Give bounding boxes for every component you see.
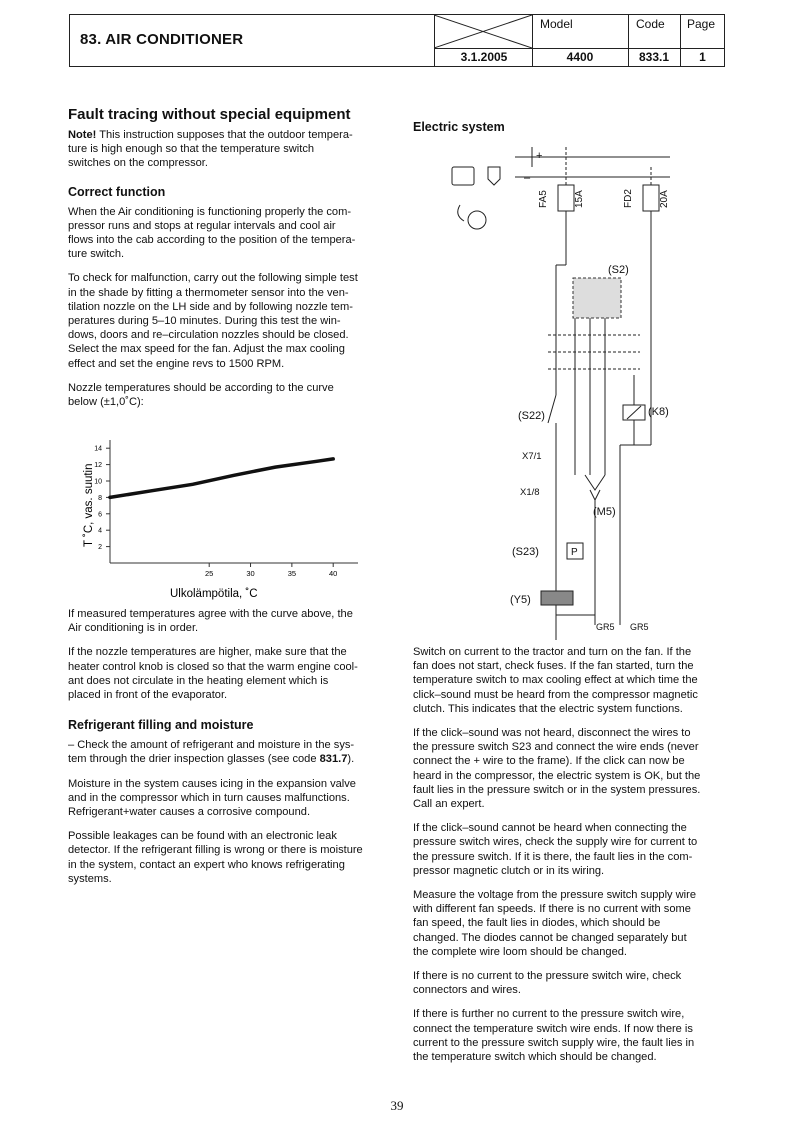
page-number: 39 [390, 1098, 404, 1113]
s2-label: (S2) [608, 264, 629, 276]
text-line: heater control knob is closed so that the warm engine cool- [68, 660, 358, 673]
further-paragraph [413, 1007, 733, 1064]
text-line: pressure switch wires, check the supply wire for current to [413, 836, 698, 849]
higher-paragraph [68, 645, 388, 702]
text-line: pressor magnetic clutch or in its wiring. [413, 864, 605, 877]
x18-label: X1/8 [520, 487, 540, 498]
text-line: ture is high enough so that the temperature switch [68, 143, 315, 156]
correct-function-heading: Correct function [68, 184, 166, 199]
clutch-y5 [541, 591, 573, 605]
text-line: Air conditioning is in order. [68, 622, 199, 635]
text-line: Switch on current to the tractor and turn on the fan. If the [413, 646, 692, 658]
text-line: fault lies in the pressure switch or in the system pressures. [413, 783, 701, 796]
text-line: Call an expert. [413, 798, 485, 811]
text-line: tilation nozzle on the LH side and by following nozzle tem- [68, 300, 353, 313]
text-line: detector. If the refrigerant filling is wrong or there is moisture [68, 844, 363, 857]
code-reference: 831.7 [319, 753, 348, 766]
y-tick-label: 6 [98, 511, 102, 519]
fuse-fd2 [643, 185, 659, 211]
fuse-fa5 [558, 185, 574, 211]
m5-label: (M5) [593, 506, 616, 518]
note-paragraph [68, 128, 388, 171]
text-line: If measured temperatures agree with the curve above, the [68, 608, 353, 620]
text-line: To check for malfunction, carry out the following simple test [68, 272, 358, 285]
fuse-fa5-rating: 15A [574, 190, 585, 208]
y-tick-label: 8 [98, 494, 102, 502]
series-line [110, 459, 333, 498]
date-value: 3.1.2005 [460, 50, 508, 64]
left-column-lower [68, 607, 388, 886]
note-label: Note! [68, 129, 97, 141]
refrigerant-paragraph [68, 738, 388, 766]
text-line: fan speed, the fault lies in diodes, which should be [413, 917, 661, 930]
text-line: pressor runs and stops at regular intervals and cool air [68, 219, 336, 232]
text-line: If the nozzle temperatures are higher, make sure that the [68, 646, 347, 659]
y-tick-label: 12 [94, 462, 102, 470]
k8-label: (K8) [648, 406, 669, 418]
code-label: Code [636, 17, 665, 31]
fuse-fd2-rating: 20A [659, 190, 670, 208]
text-line: click–sound must be heard from the compressor magnetic [413, 688, 698, 701]
relay-icon [452, 167, 474, 185]
text-line: – Check the amount of refrigerant and moisture in the sys- [68, 739, 355, 752]
minus-label: – [524, 172, 531, 184]
switch-on-paragraph [413, 645, 733, 716]
text-line: Refrigerant+water causes a corrosive compound. [68, 806, 311, 819]
text-line: placed in front of the evaporator. [68, 689, 228, 702]
text-line: dows, doors and re–circulation nozzles should be closed. [68, 329, 349, 342]
text-line: the complete wire loom should be changed. [413, 945, 627, 958]
text-line: the pressure switch S23 and connect the wire ends (never [413, 741, 699, 754]
text-line: connectors and wires. [413, 984, 521, 997]
text-line: connect the + wire to the frame). If the click can now be [413, 755, 685, 768]
text-line: If the click–sound cannot be heard when connecting the [413, 822, 687, 835]
fuse-fd2-label: FD2 [623, 189, 634, 208]
no-current-paragraph [413, 969, 733, 997]
text-line: connect the temperature switch wire ends. If now there is [413, 1022, 693, 1035]
wiring-diagram [440, 145, 720, 640]
knob-arrow-icon [458, 205, 464, 221]
y5-label: (Y5) [510, 594, 531, 606]
text-line: ture switch. [68, 248, 125, 261]
document-header [69, 14, 725, 67]
y-tick-label: 2 [98, 544, 102, 552]
x-ticks [205, 563, 337, 578]
text-line: When the Air conditioning is functioning properly the com- [68, 205, 352, 218]
text-line: changed. The diodes cannot be changed separately but [413, 931, 687, 944]
y-tick-label: 4 [98, 527, 102, 535]
text-line: Moisture in the system causes icing in the expansion valve [68, 777, 356, 790]
code-value: 833.1 [638, 50, 670, 64]
text-line: with different fan speeds. If there is no current with some [413, 903, 691, 916]
lamp-icon [488, 167, 500, 185]
section-title: 83. AIR CONDITIONER [80, 31, 244, 48]
model-label: Model [540, 17, 573, 31]
measure-paragraph [413, 888, 733, 959]
text-line: effect and set the engine revs to 1500 RPM. [68, 357, 285, 370]
leak-paragraph [68, 829, 388, 886]
text-line: in the shade by fitting a thermometer sensor into the ven- [68, 286, 349, 299]
main-heading: Fault tracing without special equipment [68, 106, 351, 123]
text-line: Nozzle temperatures should be according to the curve [68, 381, 334, 394]
y-tick-label: 10 [94, 478, 102, 486]
text-line: Select the max speed for the fan. Adjust the max cooling [68, 343, 345, 356]
text-line: ant does not circulate in the heating element which is [68, 674, 329, 687]
click-paragraph [413, 726, 733, 811]
s22-label: (S22) [518, 410, 545, 422]
correct-paragraph [68, 205, 388, 262]
text-line: peratures during 5–10 minutes. During this test the win- [68, 315, 341, 328]
measured-paragraph [68, 607, 388, 635]
refrigerant-heading: Refrigerant filling and moisture [68, 718, 254, 733]
y-ticks [94, 446, 110, 551]
x-axis-label: Ulkolämpötila, ˚C [170, 588, 258, 600]
text-line: and in the compressor which in turn causes malfunctions. [68, 791, 350, 804]
text-line: fan does not start, check fuses. If the fan started, turn the [413, 660, 694, 673]
switch-s2 [573, 278, 621, 318]
text-line: current to the pressure switch supply wire, the fault lies in [413, 1036, 695, 1049]
text-line: Measure the voltage from the pressure switch supply wire [413, 889, 697, 902]
text-line: clutch. This indicates that the electric system functions. [413, 702, 683, 715]
s23-label: (S23) [512, 546, 539, 558]
check-paragraph [68, 271, 388, 370]
text-line: ). [347, 753, 355, 766]
page-label: Page [687, 17, 716, 31]
electric-system-heading: Electric system [413, 120, 505, 134]
x-tick-label: 25 [205, 569, 214, 578]
p-label: P [571, 547, 578, 558]
text-line: This instruction supposes that the outdoor tempera- [96, 129, 353, 141]
text-line: heard in the compressor, the electric system is OK, but the [413, 769, 701, 782]
gr5-label-2: GR5 [630, 622, 649, 632]
text-line: If there is further no current to the pressure switch wire, [413, 1008, 685, 1021]
gr5-label-1: GR5 [596, 622, 615, 632]
x-tick-label: 40 [329, 569, 338, 578]
x71-label: X7/1 [522, 451, 542, 462]
left-column [68, 106, 388, 409]
x-tick-label: 35 [287, 569, 297, 578]
right-column [413, 645, 733, 1064]
model-value: 4400 [566, 50, 594, 64]
text-line: Possible leakages can be found with an electronic leak [68, 830, 337, 843]
y-tick-label: 14 [94, 445, 102, 453]
text-line: tem through the drier inspection glasses (see code [68, 753, 320, 766]
knob-icon [468, 211, 486, 229]
temperature-chart [68, 430, 368, 605]
text-line: systems. [68, 872, 112, 885]
text-line: If there is no current to the pressure switch wire, check [413, 970, 682, 983]
page-value: 1 [699, 50, 706, 64]
header-rule [434, 48, 724, 49]
text-line: If the click–sound was not heard, disconnect the wires to [413, 727, 691, 740]
x-tick-label: 30 [246, 569, 255, 578]
moisture-paragraph [68, 777, 388, 820]
cross-box [434, 15, 532, 48]
electric-heading-wrap [413, 120, 505, 135]
text-line: below (±1,0˚C): [68, 396, 144, 409]
text-line: in the system, contact an expert who knows refrigerating [68, 858, 345, 871]
text-line: the temperature switch which should be changed. [413, 1051, 657, 1064]
text-line: switches on the compressor. [68, 157, 208, 170]
plus-label: + [536, 150, 543, 162]
fuse-fa5-label: FA5 [538, 190, 549, 208]
text-line: temperature switch to max cooling effect at which time the [413, 674, 698, 687]
text-line: the pressure switch. If it is there, the fault lies in the com- [413, 850, 693, 863]
nozzle-paragraph [68, 381, 388, 409]
text-line: flows into the cab according to the position of the tempera- [68, 234, 356, 247]
y-axis-label: T ˚C, vas. suutin [83, 463, 95, 547]
cannot-paragraph [413, 821, 733, 878]
